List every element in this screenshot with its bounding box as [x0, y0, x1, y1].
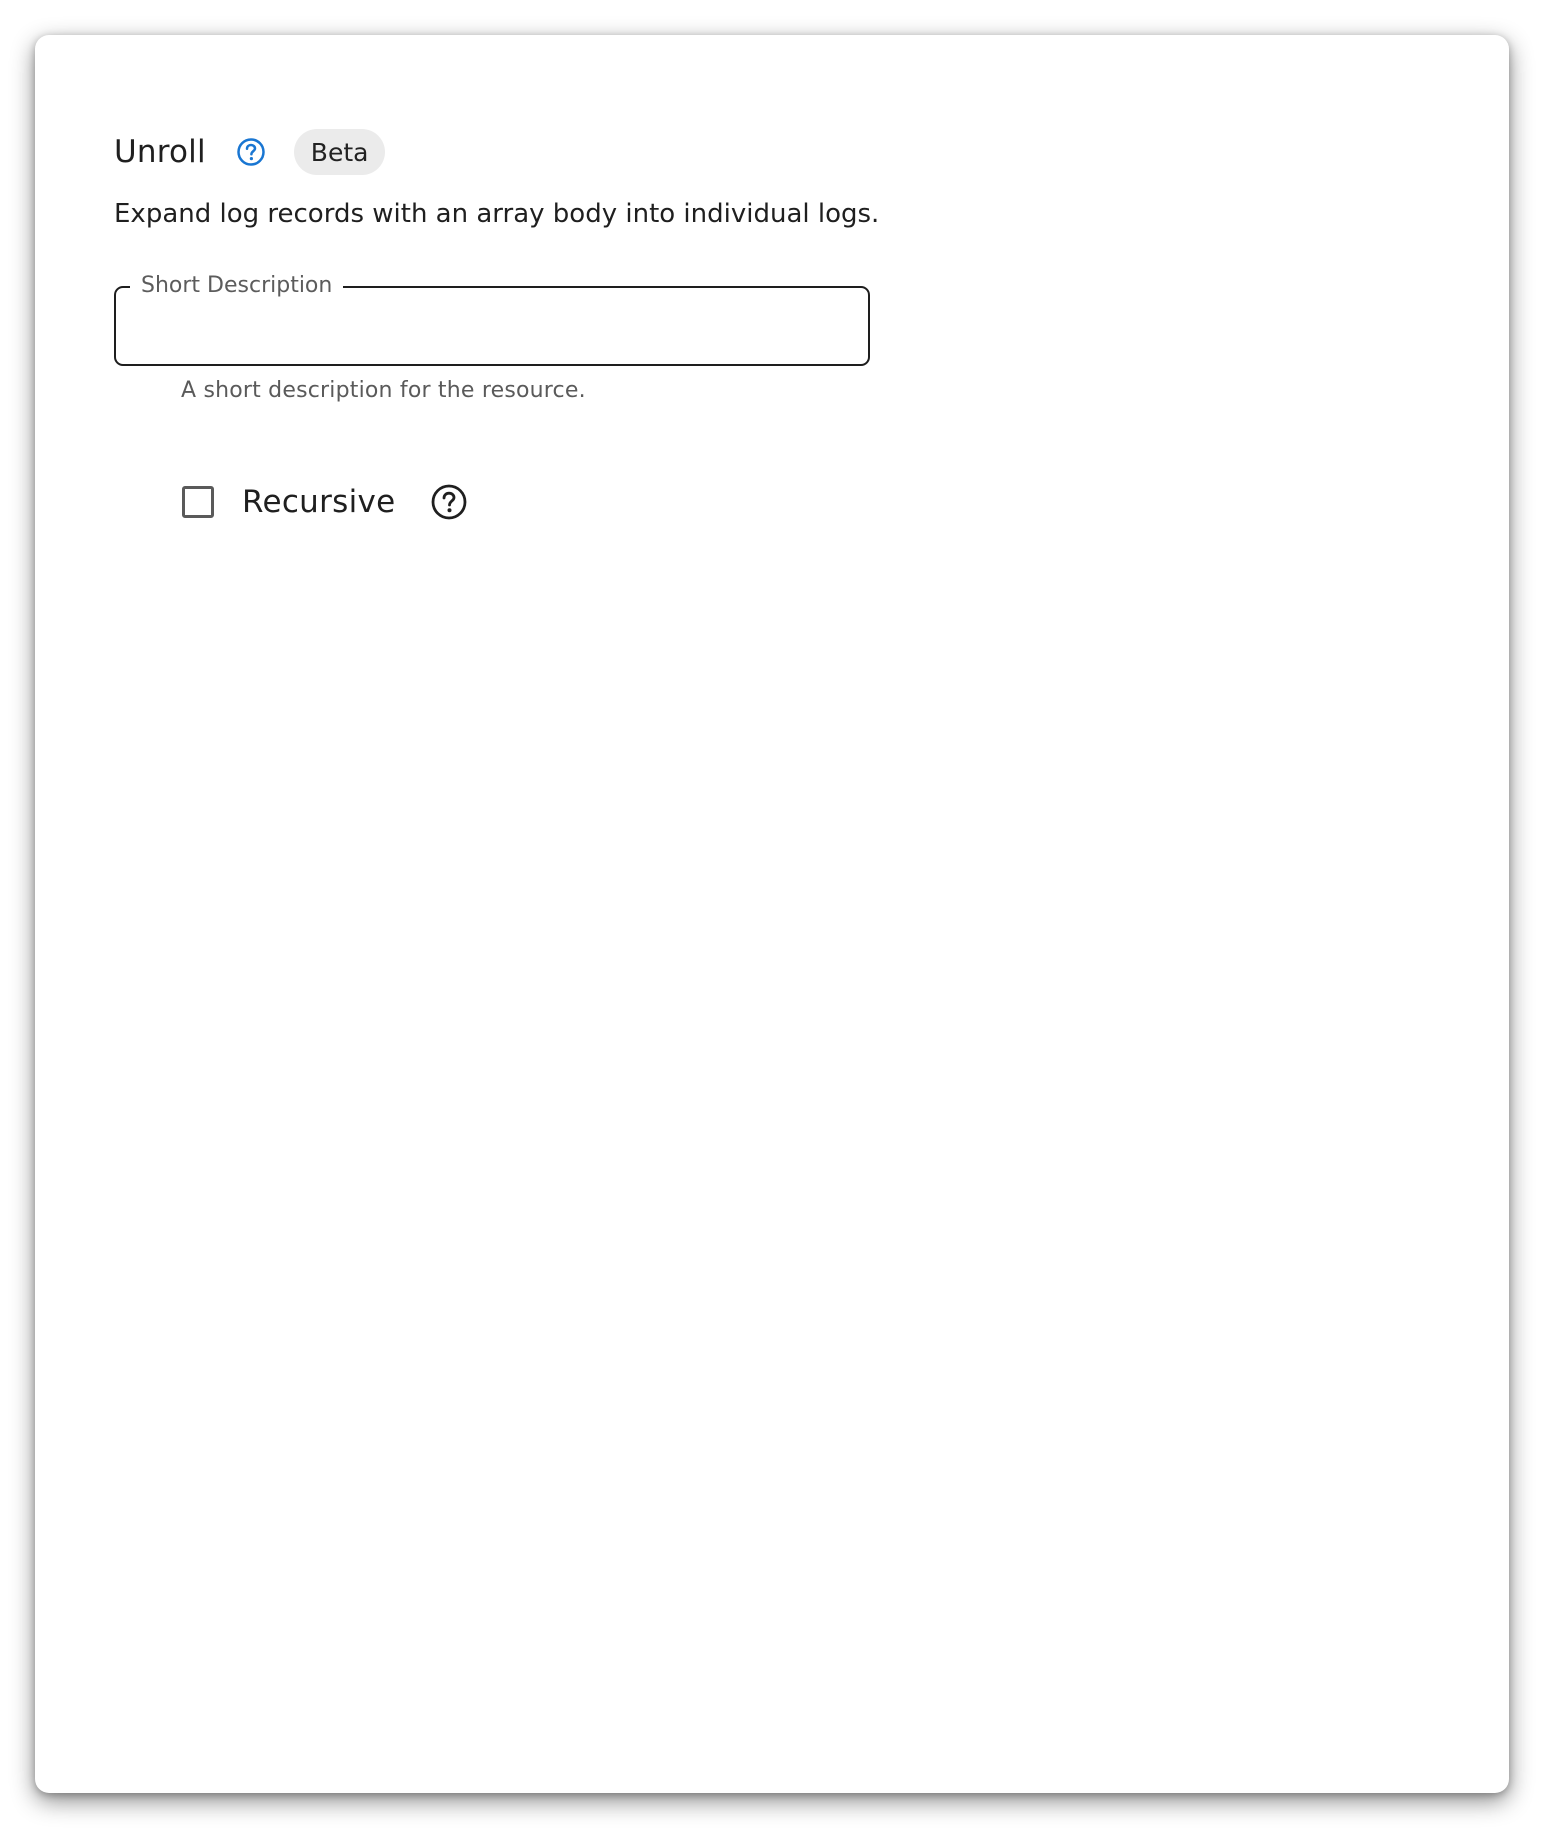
recursive-checkbox[interactable] — [182, 486, 214, 518]
dialog-title: Unroll — [114, 134, 206, 170]
processor-dialog — [35, 35, 1509, 1793]
dialog-header — [114, 127, 385, 177]
short-description-helper: A short description for the resource. — [181, 378, 586, 403]
short-description-label: Short Description — [130, 270, 343, 302]
beta-badge: Beta — [294, 129, 386, 175]
dialog-description: Expand log records with an array body into individual logs. — [114, 199, 880, 229]
recursive-option — [182, 481, 468, 523]
help-circle-icon[interactable] — [430, 483, 468, 521]
short-description-input[interactable] — [132, 304, 852, 352]
recursive-label[interactable]: Recursive — [242, 484, 396, 520]
help-circle-icon[interactable] — [236, 137, 266, 167]
short-description-field[interactable] — [114, 273, 870, 366]
